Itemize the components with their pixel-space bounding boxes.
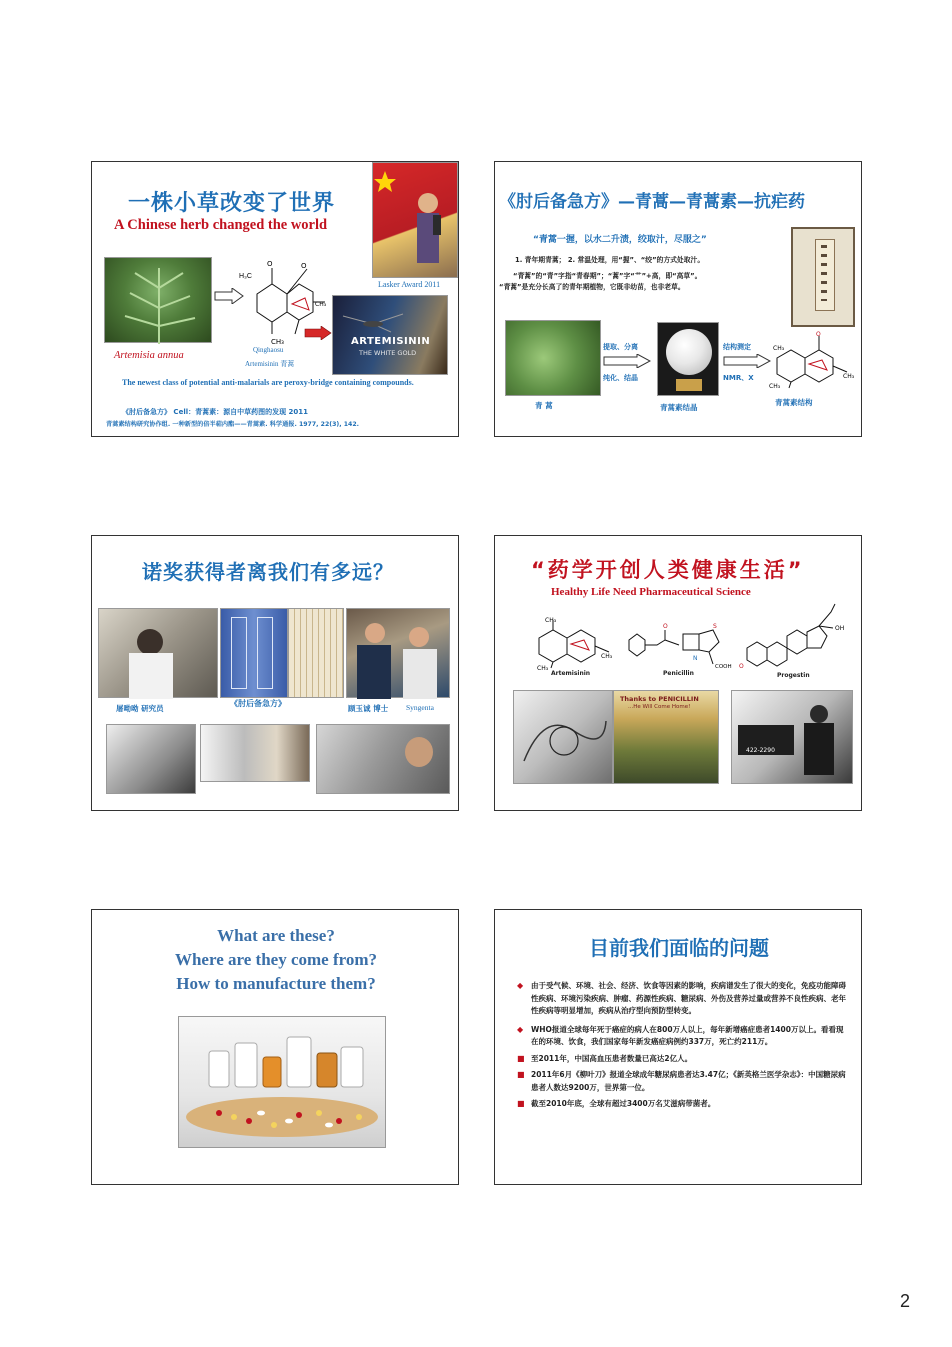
ad-phone: 422-2290 [746,747,775,754]
slide1-ref1: 《肘后备急方》 Cell：青蒿素：源自中草药图的发现 2011 [122,408,309,416]
svg-text:CH₃: CH₃ [843,373,855,380]
team-archive-photo [106,724,196,794]
caption-book: 《肘后备急方》 [230,699,286,708]
flag-star-icon [373,163,459,279]
plant-label: Artemisia annua [114,350,184,361]
svg-text:O: O [267,260,273,268]
slide2-line3: “青蒿”是充分长高了的青年期植物，它既非幼苗，也非老草。 [499,283,685,291]
svg-text:CH₃: CH₃ [315,301,327,308]
artemisinin-structure [767,328,859,390]
award-label: Lasker Award 2011 [378,280,441,289]
svg-text:CH₃: CH₃ [769,383,781,390]
slide-nobel-laureate [91,535,459,811]
slide4-subtitle: Healthy Life Need Pharmaceutical Science [551,586,751,598]
progestin-structure [739,602,855,674]
slide6-title: 目前我们面临的问题 [589,936,769,960]
vintage-ad-image [731,690,853,784]
researcher-lab-photo [98,608,218,698]
square-bullet-icon: ■ [517,1099,525,1108]
qinghao-herb-photo [505,320,601,396]
crystal-photo [657,322,719,396]
question-2: Where are they come from? [174,950,378,969]
svg-text:N: N [693,655,698,662]
lab-work-photo [200,724,310,782]
manuscript-photo [288,608,344,698]
mol-label-artemisinin: Artemisinin [551,670,591,677]
caption-syngenta: Syngenta [406,703,434,712]
slide-what-are-these [91,909,459,1185]
lasker-award-photo [372,162,458,278]
problem-item: ■ 2011年6月《柳叶刀》报道全球成年糖尿病患者达3.47亿；《新英格兰医学杂志》：中国糖尿病患者人数达9200万，世界第一位。 [517,1070,846,1092]
slide-herb-changed-world [91,161,459,437]
movie-subtitle: THE WHITE GOLD [359,349,417,357]
slide-pharma-health [494,535,862,811]
slide-zhouhou-artemisinin [494,161,862,437]
penicillin-poster-image [613,690,719,784]
diamond-bullet-icon: ◆ [517,1024,524,1034]
step-extract: 提取、分离 [603,343,638,351]
problem-item: ◆ WHO报道全球每年死于癌症的病人在800万人以上，每年新增癌症患者1400万以上。看看现在的环境、饮食，我们国家每年新发癌症病例约337万，死亡约211万。 [517,1024,844,1046]
book-cover-photo [220,608,288,698]
step-purify: 纯化、结晶 [603,374,638,382]
problem-item: ■ 至2011年，中国高血压患者数量已高达2亿人。 [515,1053,847,1066]
slide-current-problems [494,909,862,1185]
slide2-line2: “青蒿”的“青”字指“青春期”；“蒿”字“艹”+高，即“高草”。 [513,272,702,280]
slide3-title: 诺奖获得者离我们有多远？ [142,560,394,584]
svg-text:O: O [663,623,668,630]
ancient-book-image [791,227,855,327]
step-caption-crystal: 青蒿素结晶 [660,403,698,412]
scientist-closeup-photo [316,724,450,794]
diamond-bullet-icon: ◆ [517,981,524,990]
step-nmr: NMR、X [723,374,754,382]
square-bullet-icon: ■ [517,1070,525,1079]
caption-gu-yucheng: 顾玉诚 博士 [348,704,389,713]
svg-text:COOH: COOH [715,664,732,670]
penicillin-structure [623,616,735,670]
caption-tu-youyou: 屠呦呦 研究员 [116,704,164,713]
square-bullet-icon: ■ [517,1053,525,1063]
arrow-right-icon [603,354,651,368]
slide1-description: The newest class of potential anti-malarials are peroxy-bridge containing compounds. [122,378,414,387]
step-caption-herb: 青 蒿 [535,401,553,410]
svg-text:CH₃: CH₃ [773,345,785,352]
svg-text:CH₃: CH₃ [537,665,549,670]
slide1-ref2: 青蒿素结构研究协作组. 一种新型的倍半萜内酯——青蒿素. 科学通报. 1977, 22(3), 142. [106,421,360,428]
medicine-bottles-photo [178,1016,386,1148]
slide2-line1: 1. 青年期青蒿； 2. 常温处理，用“握”、“绞”的方式处取汁。 [515,256,705,264]
plant-leaves-icon [105,258,213,344]
mol-label-progestin: Progestin [777,672,810,679]
poster-subtext: ...He Will Come Home! [628,704,691,710]
problem-item: ■ 截至2010年底，全球有超过3400万名艾滋病带菌者。 [515,1098,847,1111]
war-cartoon-image [513,690,613,784]
mosquito-icon [333,296,449,336]
artemisia-plant-photo [104,257,212,343]
problem-item: ◆ 由于受气候、环境、社会、经济、饮食等因素的影响，疾病谱发生了很大的变化，免疫功能障碍性疾病、环境污染疾病、肿瘤、药源性疾病、糖尿病、外伤及营养过量或营养不良性疾病、老年性疾病等明显增加，疾病从治疗型向预防型转变。 [517,981,846,1015]
slide2-quote: “青蒿一握，以水二升渍，绞取汁，尽服之” [533,235,707,245]
problem-list [515,980,847,1115]
compound-name-1: Qinghaosu [253,346,284,354]
slide4-title: “药学开创人类健康生活” [531,558,805,582]
svg-text:O: O [301,262,307,270]
question-1: What are these? [217,926,335,945]
poster-text: Thanks to PENICILLIN [620,695,699,703]
svg-text:CH₃: CH₃ [271,338,284,346]
artemisinin-movie-poster [332,295,448,375]
svg-text:O: O [816,331,821,338]
question-3: How to manufacture them? [176,974,376,993]
slide1-title-cn: 一株小草改变了世界 [128,191,336,216]
slide2-title: 《肘后备急方》—青蒿—青蒿素—抗疟药 [499,192,805,212]
red-arrow-icon [304,326,332,340]
arrow-right-icon [723,354,771,368]
handshake-photo [346,608,450,698]
compound-name-2: Artemisinin 青蒿 [245,360,295,368]
step-caption-structure: 青蒿素结构 [775,398,813,407]
svg-text:CH₃: CH₃ [545,617,557,624]
svg-text:H₃C: H₃C [239,273,252,280]
movie-title: ARTEMISININ [351,336,431,347]
svg-text:S: S [713,623,717,630]
svg-text:OH: OH [835,625,845,632]
slide1-title-en: A Chinese herb changed the world [114,217,328,233]
artemisinin-structure [531,614,617,670]
svg-text:O: O [739,663,744,670]
svg-text:CH₃: CH₃ [601,653,613,660]
step-structure: 结构测定 [723,343,751,351]
cartoon-drawing-icon [514,691,614,785]
page-number: 2 [899,1291,910,1311]
mol-label-penicillin: Penicillin [663,670,694,677]
pill-bottles-icon [179,1017,385,1147]
